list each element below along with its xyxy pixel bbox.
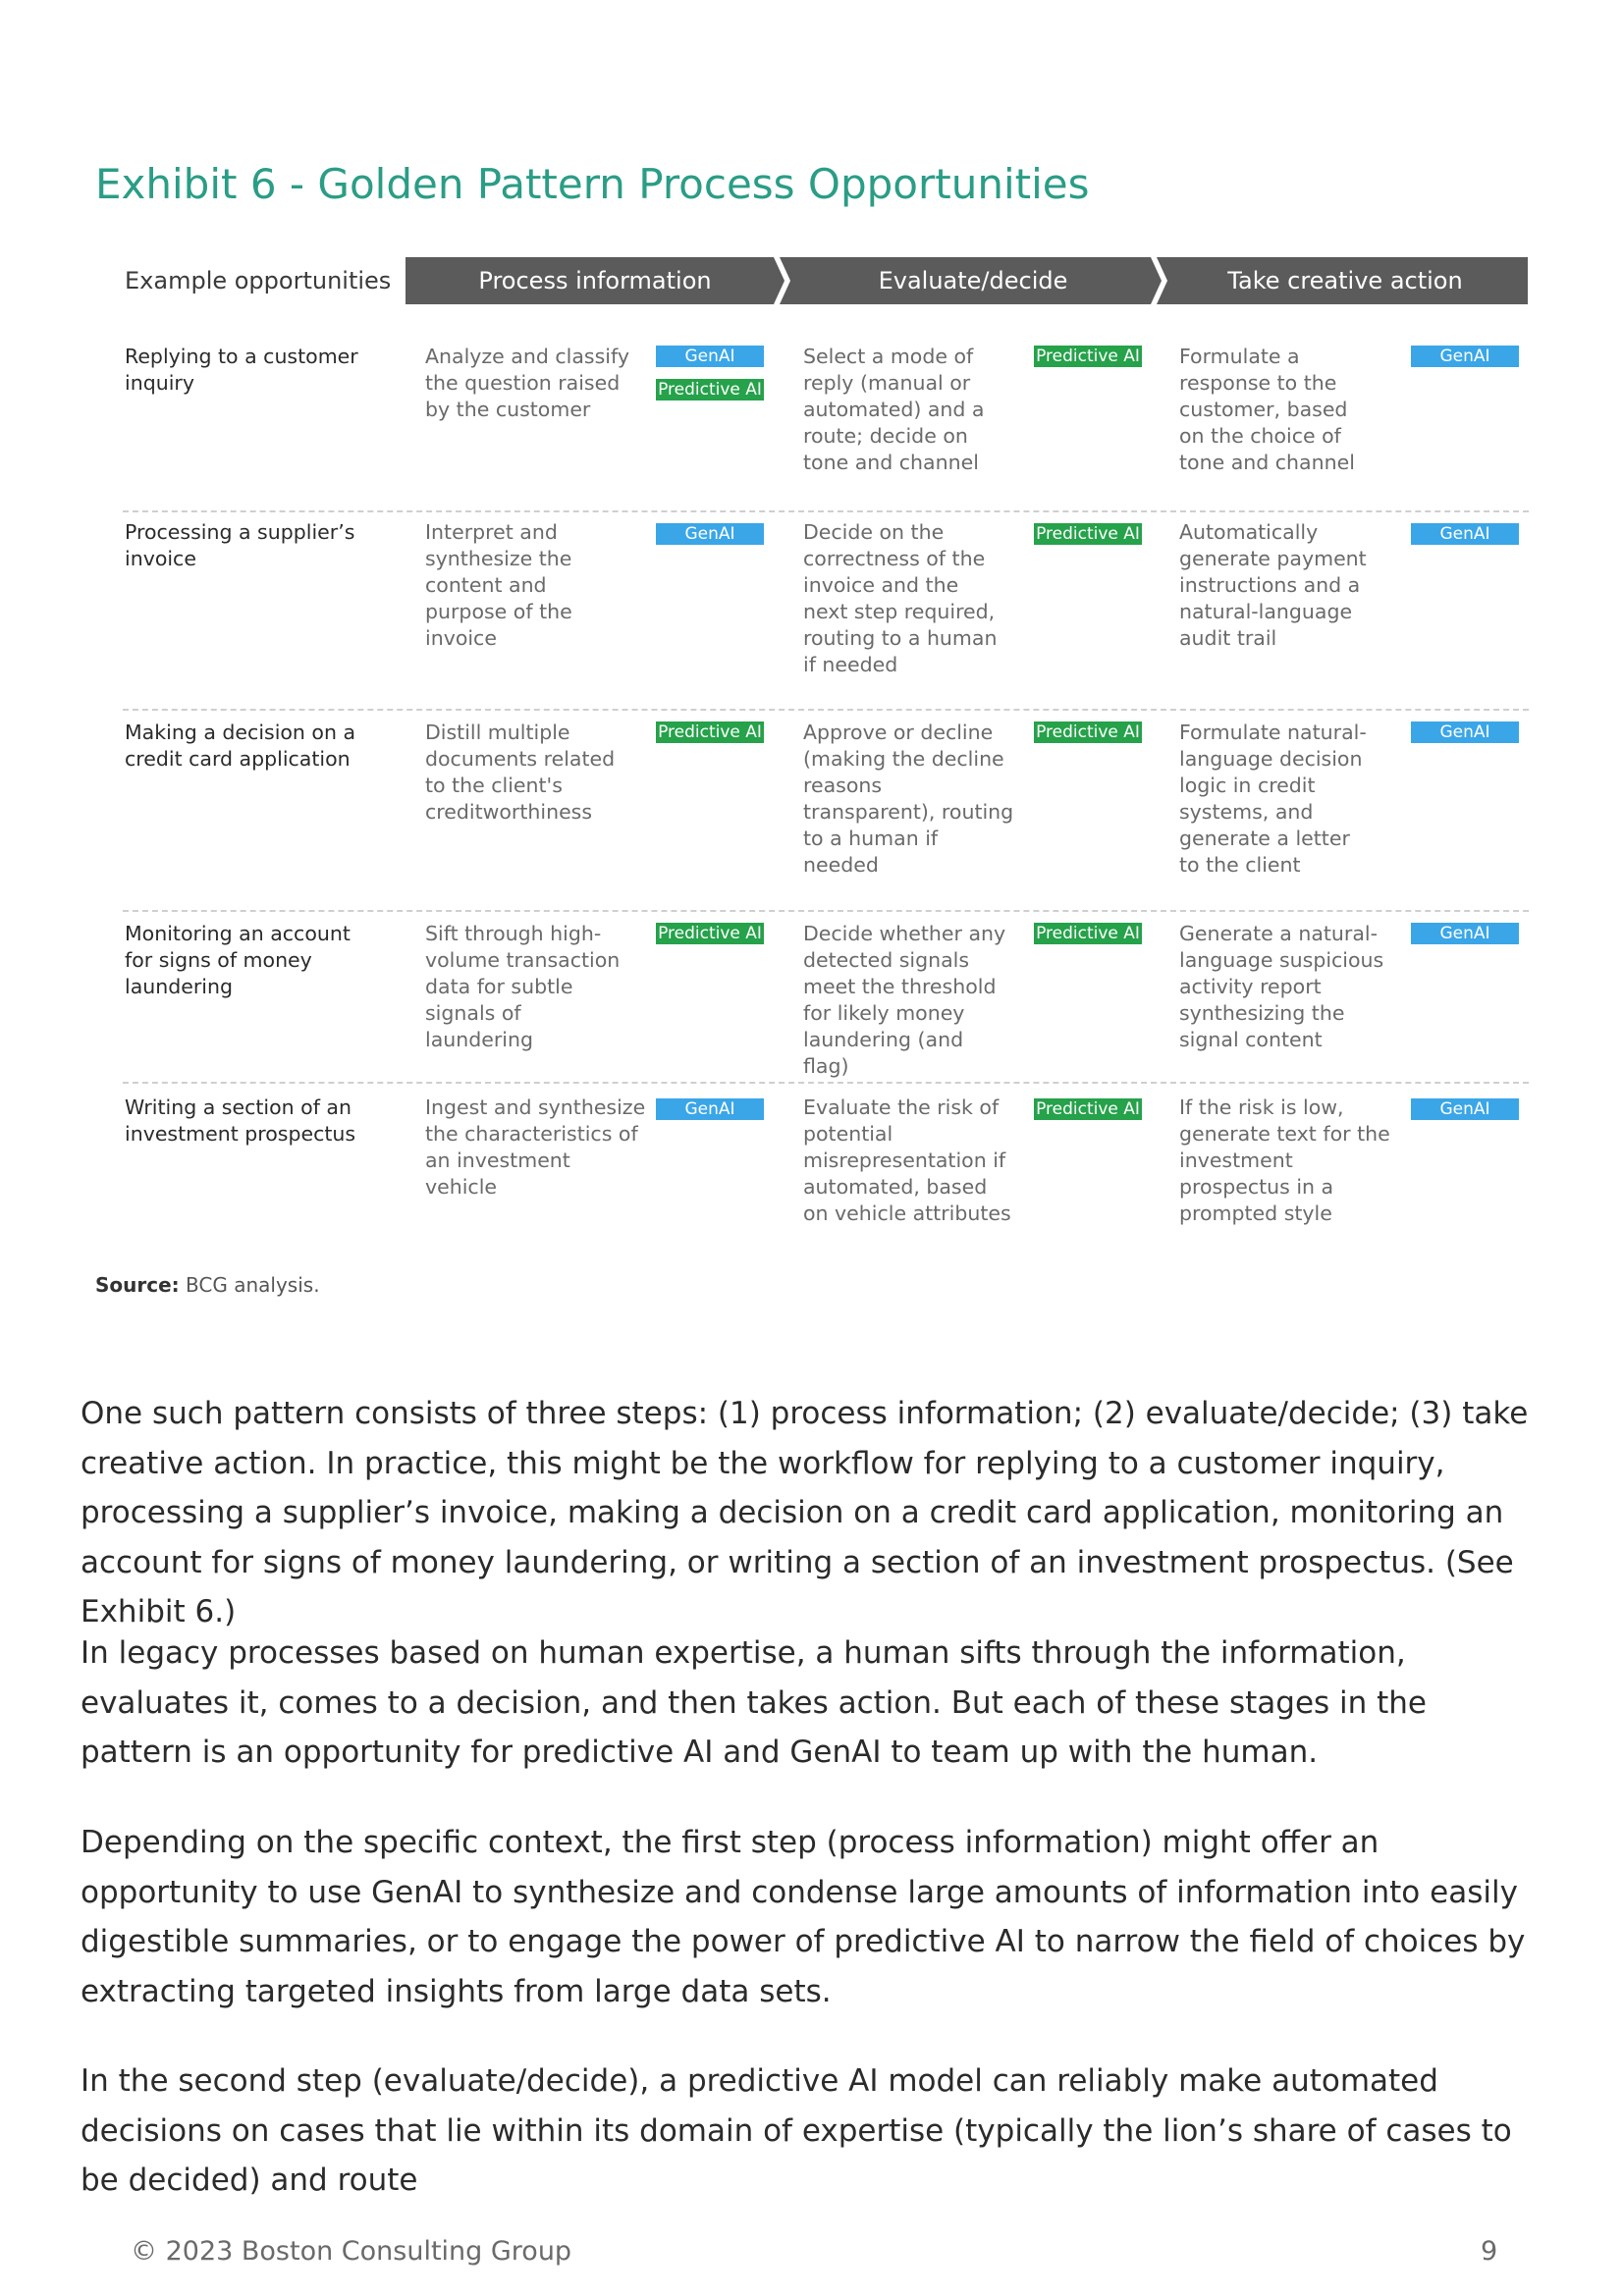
- predictive-ai-badge: Predictive AI: [656, 379, 764, 400]
- footer-copyright: © 2023 Boston Consulting Group: [131, 2236, 572, 2267]
- row-label: Making a decision on a credit card application: [125, 721, 356, 771]
- source-label: Source:: [95, 1273, 180, 1297]
- genai-badge: GenAI: [1411, 523, 1519, 545]
- cell-evaluate: Approve or decline (making the decline reasons transparent), routing to a human if needed: [803, 721, 1014, 877]
- genai-badge: GenAI: [1411, 721, 1519, 743]
- stage-label-process: Process information: [478, 267, 712, 294]
- predictive-ai-badge: Predictive AI: [656, 721, 764, 743]
- page-number: 9: [1481, 2236, 1498, 2267]
- cell-action: Generate a natural-language suspicious activity report synthesizing the signal content: [1179, 922, 1384, 1051]
- row-label: Monitoring an account for signs of money laundering: [125, 922, 351, 998]
- row-divider: [123, 709, 1529, 711]
- predictive-ai-badge: Predictive AI: [1034, 346, 1142, 367]
- row-label: Writing a section of an investment prospectus: [125, 1095, 356, 1146]
- cell-process: Analyze and classify the question raised by the customer: [425, 345, 629, 421]
- stage-label-action: Take creative action: [1227, 267, 1463, 294]
- genai-badge: GenAI: [1411, 923, 1519, 944]
- row-divider: [123, 910, 1529, 912]
- predictive-ai-badge: Predictive AI: [656, 923, 764, 944]
- body-paragraph: One such pattern consists of three steps: (1) process information; (2) evaluate/decide; (3) take creative action. In practice, this might be the workflow for replying to a customer inquiry, processing a supplier’s invoice, making a decision on a credit card application, monitoring an account for signs of money laundering, or writing a section of an investment prospectus. (See Exhibit 6.): [81, 1396, 1529, 1629]
- cell-action: Formulate a response to the customer, based on the choice of tone and channel: [1179, 345, 1355, 474]
- row-divider: [123, 510, 1529, 512]
- cell-action: Formulate natural-language decision logic in credit systems, and generate a letter to the client: [1179, 721, 1367, 877]
- cell-evaluate: Select a mode of reply (manual or automated) and a route; decide on tone and channel: [803, 345, 985, 474]
- cell-evaluate: Decide on the correctness of the invoice and the next step required, routing to a human if needed: [803, 520, 998, 676]
- predictive-ai-badge: Predictive AI: [1034, 1098, 1142, 1120]
- genai-badge: GenAI: [656, 1098, 764, 1120]
- cell-action: Automatically generate payment instructions and a natural-language audit trail: [1179, 520, 1367, 650]
- row-label: Processing a supplier’s invoice: [125, 520, 355, 570]
- genai-badge: GenAI: [1411, 346, 1519, 367]
- row-label: Replying to a customer inquiry: [125, 345, 358, 395]
- stage-label-evaluate: Evaluate/decide: [878, 267, 1068, 294]
- cell-process: Distill multiple documents related to the client's creditworthiness: [425, 721, 616, 824]
- exhibit-title: Exhibit 6 - Golden Pattern Process Opportunities: [95, 160, 1090, 208]
- genai-badge: GenAI: [656, 346, 764, 367]
- cell-action: If the risk is low, generate text for the investment prospectus in a prompted style: [1179, 1095, 1390, 1225]
- genai-badge: GenAI: [656, 523, 764, 545]
- source-note: [95, 1273, 320, 1297]
- cell-process: Ingest and synthesize the characteristics of an investment vehicle: [425, 1095, 646, 1199]
- body-paragraph: In legacy processes based on human expertise, a human sifts through the information, evaluates it, comes to a decision, and then takes action. But each of these stages in the pattern is an opportunity for predictive AI and GenAI to team up with the human.: [81, 1635, 1428, 1770]
- body-paragraph: In the second step (evaluate/decide), a predictive AI model can reliably make automated decisions on cases that lie within its domain of expertise (typically the lion’s share of cases to be decided) and route: [81, 2063, 1512, 2198]
- example-opportunities-label: Example opportunities: [125, 267, 392, 294]
- genai-badge: GenAI: [1411, 1098, 1519, 1120]
- source-text: BCG analysis.: [186, 1273, 320, 1297]
- predictive-ai-badge: Predictive AI: [1034, 923, 1142, 944]
- cell-process: Interpret and synthesize the content and purpose of the invoice: [425, 520, 572, 650]
- cell-evaluate: Evaluate the risk of potential misrepresentation if automated, based on vehicle attributes: [803, 1095, 1011, 1225]
- body-paragraph: Depending on the specific context, the first step (process information) might offer an opportunity to use GenAI to synthesize and condense large amounts of information into easily digestible summaries, or to engage the power of predictive AI to narrow the field of choices by extracting targeted insights from large data sets.: [81, 1825, 1526, 2009]
- predictive-ai-badge: Predictive AI: [1034, 721, 1142, 743]
- exhibit-header-row: [95, 257, 1529, 306]
- cell-process: Sift through high-volume transaction data for subtle signals of laundering: [425, 922, 621, 1051]
- predictive-ai-badge: Predictive AI: [1034, 523, 1142, 545]
- row-divider: [123, 1082, 1529, 1084]
- cell-evaluate: Decide whether any detected signals meet the threshold for likely money laundering (and flag): [803, 922, 1006, 1078]
